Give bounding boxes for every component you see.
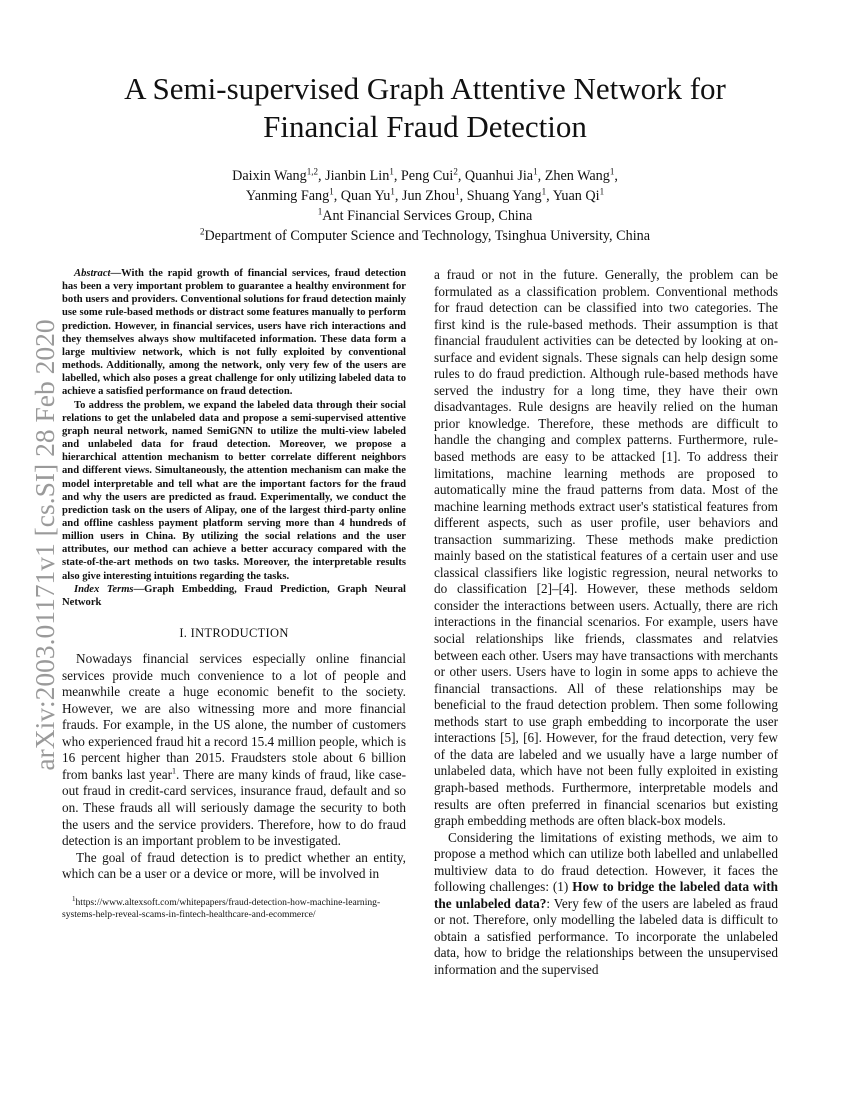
paper-title	[60, 70, 790, 146]
index-terms	[62, 583, 406, 609]
author-line-2	[120, 186, 730, 206]
intro-text: Nowadays financial services especially online financial services provide much convenience to a lot of people and meanwhile create a huge economic benefit to the society. However, we are also witnessing more and more financial frauds. For example, in the US alone, the number of customers who experienced fraud hit a record 15.4 million people, which is 16 percent higher than 2015. Fraudsters stole about 6 billion from banks last year	[62, 651, 406, 782]
author-separator: ,	[393, 168, 401, 184]
intro-paragraph-1	[62, 651, 406, 850]
author-separator: ,	[333, 188, 341, 204]
right-column	[434, 267, 778, 979]
author-block	[120, 166, 730, 246]
author: Zhen Wang	[544, 168, 610, 184]
affiliation-mark: 1	[609, 166, 615, 177]
author-separator: ,	[394, 188, 402, 204]
affiliation-mark: 1	[329, 186, 334, 197]
author-separator: ,	[457, 168, 465, 184]
affiliation-text: Ant Financial Services Group, China	[322, 208, 533, 224]
affiliation-text: Department of Computer Science and Technology, Tsinghua University, China	[204, 228, 651, 244]
author: Yuan Qi	[552, 188, 600, 204]
author: Daixin Wang	[232, 168, 307, 184]
section-heading-introduction: I. INTRODUCTION	[179, 626, 289, 641]
author: Jun Zhou	[401, 188, 456, 204]
author: Jianbin Lin	[325, 168, 390, 184]
body-text: Considering the limitations of existing methods, we aim to propose a method which can utilize both labelled and unlabelled multiview data to do fraud detection. However, it faces the following challenges: (1)	[434, 829, 778, 895]
author: Peng Cui	[400, 168, 454, 184]
abstract-label: Abstract	[74, 268, 111, 279]
author: Yanming Fang	[245, 188, 330, 204]
author: Quanhui Jia	[464, 168, 534, 184]
author-separator: ,	[317, 168, 326, 184]
author: Shuang Yang	[466, 188, 542, 204]
affiliation-number: 1	[317, 206, 323, 217]
author-line-1	[120, 166, 730, 186]
affiliation-mark: 1	[599, 186, 605, 197]
author-separator: ,	[459, 188, 467, 204]
body-paragraph-continued: a fraud or not in the future. Generally, the problem can be formulated as a classification problem. Conventional methods for fraud detection can be classified into two categories. The first kind is the rule-based methods. Their assumption is that financial fraudulent activities can be detected by looking at on-surface and evident signals. These signals can help design some rules to do fraud prediction. Although rule-based methods have served the industry for a long time, they have their own disadvantages. Rule designs are heavily relied on the human prior knowledge. Therefore, these methods are difficult to handle the changing and complex patterns. Furthermore, rule-based methods are easy to be attacked [1]. To address their limitations, machine learning methods are proposed to automatically mine the fraud patterns from data. Most of the machine learning methods extract user's statistical features from different aspects, such as user profile, user behaviors and transaction summarizing. These methods make prediction mainly based on the statistical features of a certain user and use classical classifiers like logistic regression, neural networks to do classification [2]–[4]. However, these methods seldom consider the interactions between users. Actually, there are rich interactions in the financial scenarios. For example, users have social relationships like friends, classmates and relatvies between each other. Users may have transactions with merchants or other users. Users have to login in some apps to achieve the financial transactions. All of these relationships may be beneficial to the fraud detection problem. Then some following methods start to use graph embedding to incorporate the user interactions [5], [6]. However, for the fraud detection, very few of the data are labeled and we usually have a large number of unlabeled data, which have not been fully exploited in existing graph-based methods. Furthermore, interpretable models and results are often preferred in financial scenarios but existing graph embedding methods are often black-box models.	[434, 267, 779, 829]
author-separator: ,	[537, 168, 545, 184]
footnote-url: https://www.altexsoft.com/whitepapers/fraud-detection-how-machine-learning-systems-help-reveal-scams-in-fintech-healthcare-and-ecommerce/	[62, 896, 381, 921]
affiliation-mark: 1,2	[306, 166, 318, 177]
author-separator: ,	[546, 188, 553, 204]
affiliation-1	[120, 206, 730, 226]
arxiv-identifier: arXiv:2003.01171v1 [cs.SI] 28 Feb 2020	[29, 319, 60, 771]
title-line-2: Financial Fraud Detection	[263, 109, 587, 144]
abstract-text: —With the rapid growth of financial services, fraud detection has been a very important problem to guarantee a healthy environment for both users and providers. Conventional solutions for fraud detection mainly use some rule-based methods or distract some features manually to perform prediction. However, in financial services, users have rich interactions and they themselves always show multifaceted information. These data form a large multiview network, which is not fully exploited by conventional methods. Additionally, among the network, only very few of the users are labelled, which also poses a great challenge for only utilizing labeled data to achieve a satisfied performance on fraud detection.	[62, 268, 406, 398]
index-terms-text: —Graph Embedding, Fraud Prediction, Graph Neural Network	[62, 583, 406, 608]
footnote-marker: 1	[172, 766, 176, 776]
affiliation-mark: 1	[541, 186, 547, 197]
affiliation-mark: 1	[389, 166, 394, 177]
body-text: : Very few of the users are labeled as fraud or not. Therefore, only modelling the labeled data is difficult to obtain a satisfied performance. To incorporate the unlabeled data, how to bridge the relationships between the unsupervised information and the supervised	[434, 895, 779, 977]
body-paragraph-challenges	[434, 830, 778, 979]
intro-paragraph-2: The goal of fraud detection is to predict whether an entity, which can be a user or a device or more, will be involved in	[62, 849, 406, 882]
affiliation-mark: 1	[390, 186, 395, 197]
title-line-1: A Semi-supervised Graph Attentive Network for	[124, 71, 726, 106]
author-separator: ,	[614, 168, 618, 184]
footnote-number: 1	[72, 894, 76, 903]
intro-text: . There are many kinds of fraud, like case-out fraud in credit-card services, insurance fraud, default and so on. These frauds all will seriously damage the security to both the users and the service providers. Therefore, how to do fraud detection is an important problem to be investigated.	[62, 766, 406, 849]
index-terms-label: Index Terms	[74, 583, 134, 595]
abstract-paragraph-2: To address the problem, we expand the labeled data through their social relations to get the unlabeled data and propose a semi-supervised attentive graph neural network, named SemiGNN to utilize the multi-view labeled and unlabeled data for fraud detection. Moreover, we propose a hierarchical attention mechanism to better correlate different neighbors and different views. Simultaneously, the attention mechanism can make the model interpretable and tell what are the important factors for the fraud and why the users are predicted as fraud. Experimentally, we conduct the prediction task on the users of Alipay, one of the largest third-party online and offline cashless payment platform serving more than 4 hundreds of million users in China. By utilizing the social relations and the user attributes, our method can achieve a better accuracy compared with the state-of-the-art methods on two tasks. Moreover, the interpretable results also give interesting intuitions regarding the tasks.	[62, 399, 406, 582]
affiliation-2	[120, 226, 730, 246]
left-column	[62, 267, 406, 922]
abstract-paragraph-1	[62, 267, 406, 399]
affiliation-mark: 1	[455, 186, 460, 197]
affiliation-mark: 1	[533, 166, 538, 177]
affiliation-number: 2	[199, 226, 205, 237]
challenge-heading: How to bridge the labeled data with the unlabeled data?	[434, 879, 778, 911]
affiliation-mark: 2	[453, 166, 458, 177]
footnote	[62, 894, 406, 922]
author: Quan Yu	[340, 188, 391, 204]
